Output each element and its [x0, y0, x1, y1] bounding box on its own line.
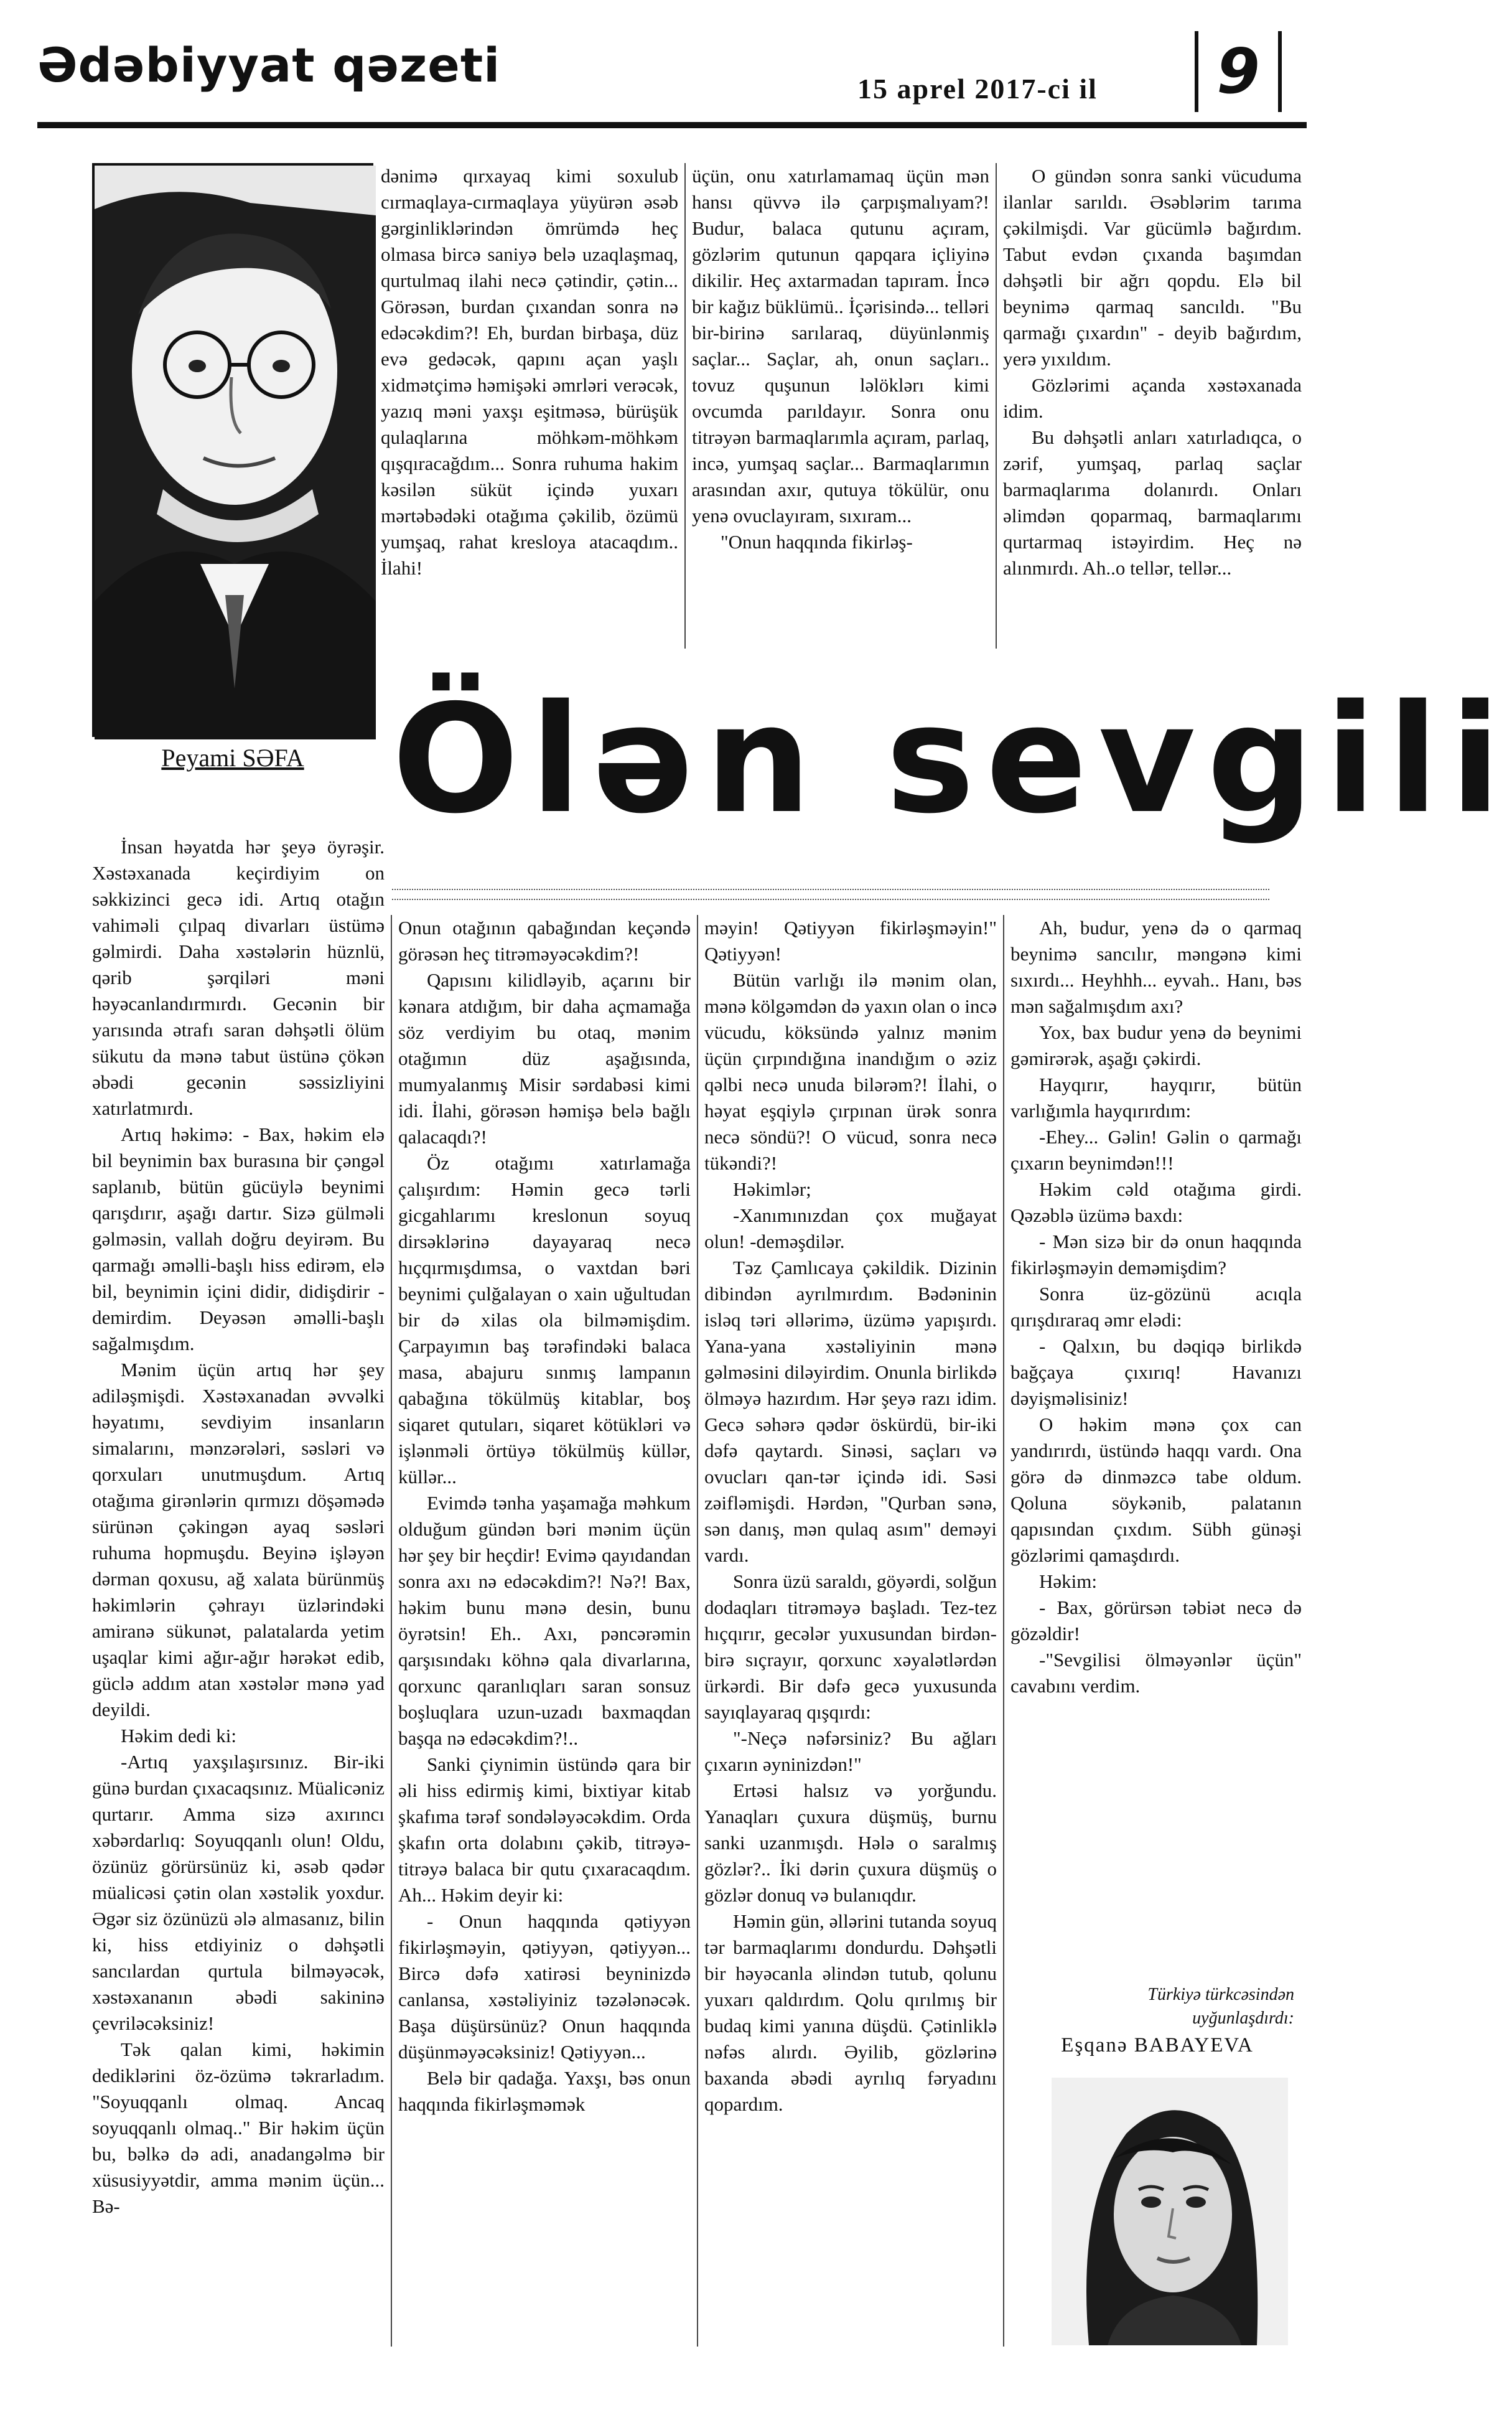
- headline-divider: [392, 889, 1269, 900]
- paragraph: Həkimlər;: [733, 1178, 811, 1200]
- translator-portrait-illustration: [1052, 2078, 1288, 2345]
- newspaper-title: Ədəbiyyat qəzeti: [37, 37, 501, 93]
- paragraph: Onun otağının qabağından keçəndə görəsən heç titrəməyəcəkdim?!: [398, 917, 691, 965]
- paragraph: Yox, bax budur yenə də beynimi gəmirərək, aşağı çəkirdi.: [1010, 1021, 1302, 1069]
- paragraph: -"Sevgilisi ölməyənlər üçün" cavabını verdim.: [1010, 1649, 1302, 1697]
- paragraph: "-Neçə nəfərsiniz? Bu ağları çıxarın əyninizdən!": [704, 1727, 997, 1775]
- paragraph: Ertəsi halsız və yorğundu. Yanaqları çuxura düşmüş, burnu sanki uzanmışdı. Hələ o saralmış gözlər?.. İki dərin çuxura düşmüş o gözlər donuq və bulanıqdır.: [704, 1780, 997, 1906]
- paragraph: O həkim mənə çox can yandırırdı, üstündə haqqı vardı. Ona görə də dinməzcə tabe oldum. Qoluna söykənib, palatanın qapısından çıxdım. Sübh günəşi gözlərimi qamaşdırdı.: [1010, 1414, 1302, 1566]
- paragraph: məyin! Qətiyyən fikirləşməyin!" Qətiyyən!: [704, 917, 997, 965]
- bottom-column-3: [704, 915, 997, 2347]
- paragraph: Hayqırır, hayqırır, bütün varlığımla hayqırırdım:: [1010, 1074, 1302, 1122]
- column-divider: [697, 915, 698, 2347]
- column-divider: [996, 163, 997, 649]
- author-portrait-photo: [92, 163, 373, 737]
- paragraph: -Xanımınızdan çox muğayat olun! -deməşdilər.: [704, 1204, 997, 1252]
- paragraph: - Bax, görürsən təbiət necə də gözəldir!: [1010, 1597, 1302, 1644]
- masthead: [37, 12, 1307, 131]
- column-divider: [1003, 915, 1004, 2347]
- translator-note-line: uyğunlaşdırdı:: [1192, 2009, 1294, 2028]
- author-portrait-illustration: [95, 166, 376, 739]
- paragraph: Evimdə tənha yaşamağa məhkum olduğum gündən bəri mənim üçün hər şey bir heçdir! Evimə qayıdandan sonra axı nə edəcəkdim?! Nə?! Bax, həkim bunu mənə desin, bunu öyrətsin! Eh.. Axı, pəncərəmin qarşısındakı köhnə qala divarlarına, qorxunc qaranlıqları saran sonsuz boşluqlara uzun-uzadı baxmaqdan başqa nə edəcəkdim?!..: [398, 1492, 691, 1749]
- column-divider: [391, 915, 392, 2347]
- paragraph: -Ehey... Gəlin! Gəlin o qarmağı çıxarın beynimdən!!!: [1010, 1126, 1302, 1174]
- translator-portrait-photo: [1052, 2078, 1288, 2345]
- paragraph: O gündən sonra sanki vücuduma ilanlar sarıldı. Əsəblərim tarıma çəkilmişdi. Var gücümlə bağırdım. Tabut evdən çıxanda başımdan dəhşətli bir ağrı qopdu. Elə bil beynimə qarmaq sancıldı. "Bu qarmağı çıxardın" - deyib bağırdım, yerə yıxıldım.: [1003, 165, 1302, 370]
- paragraph: Bu dəhşətli anları xatırladıqca, o zərif, yumşaq, parlaq saçlar barmaqlarıma dolanırdı. Onları əlimdən qoparmaq, barmaqlarımı qurtarmaq istəyirdim. Heç nə alınmırdı. Ah..o tellər, tellər...: [1003, 426, 1302, 579]
- paragraph: Sanki çiynimin üstündə qara bir əli hiss edirmiş kimi, bixtiyar kitab şkafıma tərəf sondələyəcəkdim. Orda şkafın orta dolabını çəkib, titrəyə-titrəyə balaca bir qutu çıxaracaqdım. Ah... Həkim deyir ki:: [398, 1753, 691, 1906]
- paragraph: İnsan həyatda hər şeyə öyrəşir. Xəstəxanada keçirdiyim on səkkizinci gecə idi. Artıq otağın vahiməli çılpaq divarları üstümə gəlmirdi. Daha xəstələrin hüznlü, qərib şərqiləri məni həyəcanlandırmırdı. Gecənin bir yarısında ətrafı saran dəhşətli ölüm sükutu da mənə tabut üstünə çökən əbədi gecənin səssizliyini xatırlatmırdı.: [92, 836, 385, 1119]
- paragraph: - Mən sizə bir də onun haqqında fikirləşməyin deməmişdim?: [1010, 1231, 1302, 1278]
- paragraph: Həkim cəld otağıma girdi. Qəzəblə üzümə baxdı:: [1010, 1178, 1302, 1226]
- top-column-2: [692, 163, 989, 654]
- paragraph: Belə bir qadağa. Yaxşı, bəs onun haqqında fikirləşməmək: [398, 2067, 691, 2115]
- top-column-1: [381, 163, 678, 654]
- paragraph: - Onun haqqında qətiyyən fikirləşməyin, qətiyyən, qətiyyən... Bircə dəfə xatirəsi beyninizdə canlansa, xəstəliyiniz təzələnəcək. Başa düşürsünüz? Onun haqqında düşünməyəcəksiniz! Qətiyyən...: [398, 1910, 691, 2063]
- page-number: 9: [1195, 31, 1282, 112]
- translator-note-line: Türkiyə türkcəsindən: [1147, 1985, 1294, 2004]
- translator-name: Eşqanə BABAYEVA: [1061, 2034, 1254, 2056]
- paragraph: üçün, onu xatırlamamaq üçün mən hansı qüvvə ilə çarpışmalıyam?! Budur, balaca qutunu açıram, gözlərim qutunun qapqara içliyinə dikilir. Heç axtarmadan tapıram. İncə bir kağız büklümü.. İçərisində... telləri bir-birinə sarılaraq, düyünlənmiş saçlar... Saçlar, ah, onun saçları.. tovuz quşunun ləlöklərı kimi ovcumda parıldayır. Sonra onu titrəyən barmaqlarımla açıram, parlaq, incə, yumşaq saçlar... Barmaqlarımın arasından axır, qutuya tökülür, onu yenə ovuclayıram, sıxıram...: [692, 165, 989, 527]
- author-byline: Peyami SƏFA: [161, 744, 304, 772]
- paragraph: Mənim üçün artıq hər şey adiləşmişdi. Xəstəxanadan əvvəlki həyatımı, sevdiyim insanların simalarını, mənzərələri, səsləri və qorxuları unutmuşdum. Artıq otağıma girənlərin qırmızı döşəmədə sürünən çəkingən ayaq səsləri ruhuma hopmuşdu. Beyinə işləyən dərman qoxusu, ağ xalata bürünmüş həkimlərin çəhrayı üzlərindəki amiranə sükunət, palatalarda yetim uşaqlar kimi ağır-ağır hərəkət edib, güclə addım atan xəstələr mənə yad deyildi.: [92, 1359, 385, 1720]
- paragraph: Təz Çamlıcaya çəkildik. Dizinin dibindən ayrılmırdım. Bədəninin isləq təri əllərimə, üzümə yapışırdı. Yana-yana xəstəliyinin mənə gəlməsini diləyirdim. Onunla birlikdə ölməyə hazırdım. Hər şeyə razı idim. Gecə səhərə qədər öskürdü, bir-iki dəfə qaytardı. Sinəsi, saçları və ovucları qan-tər içində idi. Səsi zəifləmişdi. Hərdən, "Qurban sənə, sən danış, mən qulaq asım" deməyi vardı.: [704, 1257, 997, 1566]
- bottom-column-1: [92, 834, 385, 2340]
- paragraph: -Artıq yaxşılaşırsınız. Bir-iki günə burdan çıxacaqsınız. Müalicəniz qurtarır. Amma sizə axırıncı xəbərdarlıq: Soyuqqanlı olun! Oldu, özünüz görürsünüz ki, əsəb qədər müalicəsi çətin olan xəstəlik yoxdur. Əgər siz özünüzü ələ almasanız, bilin ki, hiss etdiyiniz o dəhşətli sancılardan qurtula bilməyəcək, xəstəxananın əbədi sakininə çevriləcəksiniz!: [92, 1751, 385, 2034]
- paragraph: Həkim dedi ki:: [121, 1725, 236, 1747]
- paragraph: Artıq həkimə: - Bax, həkim elə bil beynimin bax burasına bir çəngəl saplanıb, bütün gücüylə beynimi qarışdırır, aşağı dartır. Sizə gülməli gəlməsin, vallah doğru deyirəm. Bu qarmağı əməlli-başlı hiss edirəm, elə bil, beynimin içini didir, didişdirir - demirdim. Deyəsən əməlli-başlı sağalmışdım.: [92, 1123, 385, 1354]
- bottom-column-4: [1010, 915, 1302, 1973]
- paragraph: - Qalxın, bu dəqiqə birlikdə bağçaya çıxırıq! Havanızı dəyişməlisiniz!: [1010, 1335, 1302, 1409]
- paragraph: Həmin gün, əllərini tutanda soyuq tər barmaqlarımı dondurdu. Dəhşətli bir həyəcanla əlindən tutub, qolunu yuxarı qaldırdım. Qolu qırılmış bir budaq kimi yanına düşdü. Çətinliklə nəfəs alırdı. Əyilib, gözlərinə baxanda əbədi ayrılıq fəryadını qopardım.: [704, 1910, 997, 2115]
- issue-date: 15 aprel 2017-ci il: [857, 73, 1098, 105]
- paragraph: dənimə qırxayaq kimi soxulub cırmaqlaya-cırmaqlaya yüyürən əsəb gərginliklərindən ömrümdə heç olmasa bircə saniyə belə uzaqlaşmaq, qurtulmaq ilahi necə çətindir, çətin... Görəsən, burdan çıxandan sonra nə edəcəkdim?! Eh, burdan birbaşa, düz evə gedəcək, qapını açan yaşlı xidmətçimə həmişəki əmrləri verəcək, yazıq məni yaxşı eşitməsə, bürüşük qulaqlarına möhkəm-möhkəm qışqıracağdım... Sonra ruhuma hakim kəsilən süküt içində yuxarı mərtəbədəki otağıma çəkilib, özümü yumşaq, rahat kresloya atacaqdım.. İlahi!: [381, 165, 678, 579]
- paragraph: Öz otağımı xatırlamağa çalışırdım: Həmin gecə tərli gicgahlarımı kreslonun soyuq dirsəklərinə dayayaraq necə hıçqırmışdımsa, o vaxtdan bəri beynimi çulğalayan o xain uğultudan bir də xilas ola bilməmişdim. Çarpayımın baş tərəfindəki balaca masa, abajuru sınmış lampanın qabağına tökülmüş kitablar, boş siqaret qutuları, siqaret kötükləri və işlənməli örtüyə tökülmüş küllər, küllər...: [398, 1152, 691, 1488]
- paragraph: Tək qalan kimi, həkimin dediklərini öz-özümə təkrarladım. "Soyuqqanlı olmaq. Ancaq soyuqqanlı olmaq.." Bir həkim üçün bu, bəlkə də adi, anadangəlmə bir xüsusiyyətdir, amma mənim üçün... Bə-: [92, 2038, 385, 2217]
- translator-note: [1020, 1983, 1294, 2030]
- paragraph: Həkim:: [1039, 1570, 1097, 1592]
- paragraph: Gözlərimi açanda xəstəxanada idim.: [1003, 374, 1302, 422]
- article-headline: Ölən sevgili: [392, 672, 1512, 846]
- paragraph: Ah, budur, yenə də o qarmaq beynimə sancılır, məngənə kimi sıxırdı... Heyhhh... eyvah.. Hanı, bəs mən sağalmışdım axı?: [1010, 917, 1302, 1017]
- paragraph: Bütün varlığı ilə mənim olan, mənə kölgəmdən də yaxın olan o incə vücudu, köksündə yalnız mənim üçün çırpındığına inandığım o əziz qəlbi necə unuda bilərəm?! İlahi, o həyat eşqiylə çırpınan ürək sonra necə söndü?! O vücud, sonra necə tükəndi?!: [704, 969, 997, 1174]
- paragraph: Sonra üzü saraldı, göyərdi, solğun dodaqları titrəməyə başladı. Tez-tez hıçqırır, gecələr yuxusundan birdən-birə sıçrayır, qorxunc xəyalətlərdən ürkərdi. Bir dəfə gecə yuxusunda sayıqlayaraq qışqırdı:: [704, 1570, 997, 1723]
- paragraph: "Onun haqqında fikirləş-: [721, 531, 913, 553]
- top-column-3: [1003, 163, 1302, 654]
- masthead-rule: [37, 122, 1307, 128]
- column-divider: [684, 163, 686, 649]
- paragraph: Qapısını kilidləyib, açarını bir kənara atdığım, bir daha açmamağa söz verdiyim bu otaq, mənim otağımın düz aşağısında, mumyalanmış Misir sərdabəsi kimi idi. İlahi, görəsən həmişə belə bağlı qalacaqdı?!: [398, 969, 691, 1148]
- bottom-column-2: [398, 915, 691, 2347]
- paragraph: Sonra üz-gözünü acıqla qırışdıraraq əmr elədi:: [1010, 1283, 1302, 1331]
